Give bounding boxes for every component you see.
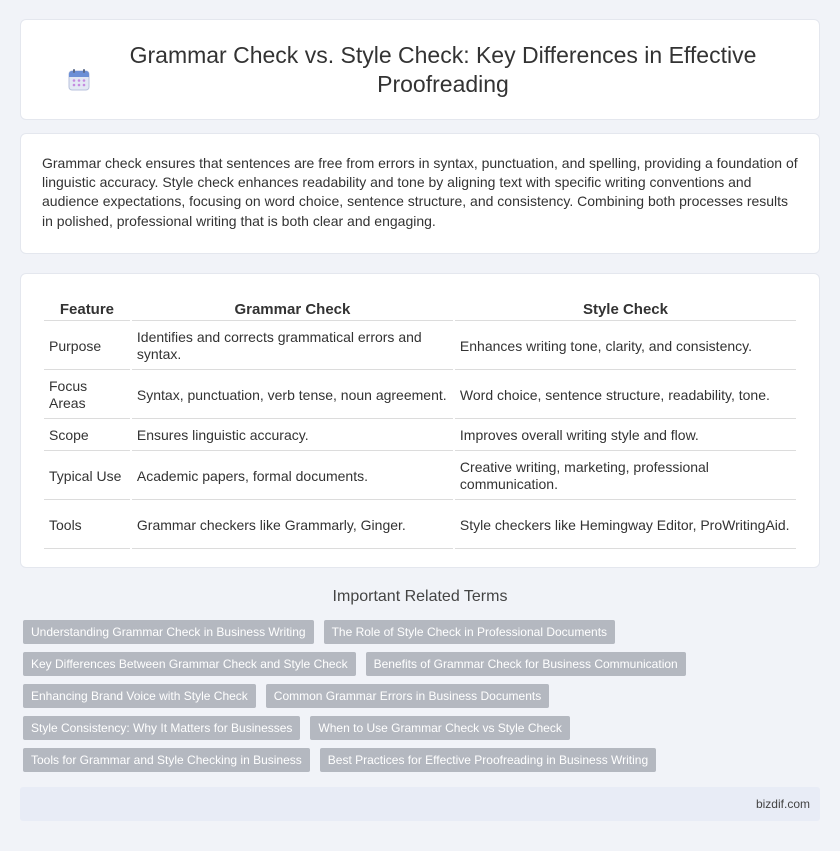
- related-term-tag[interactable]: Benefits of Grammar Check for Business Communication: [366, 652, 686, 676]
- footer: [20, 787, 820, 821]
- related-term-tag[interactable]: Key Differences Between Grammar Check and Style Check: [23, 652, 356, 676]
- table-row: [44, 421, 796, 451]
- table-header-row: [44, 297, 796, 321]
- table-cell: Identifies and corrects grammatical errors and syntax.: [132, 323, 453, 370]
- table-cell: Typical Use: [44, 453, 130, 500]
- related-term-tag[interactable]: Common Grammar Errors in Business Documents: [266, 684, 549, 708]
- related-term-tag[interactable]: Understanding Grammar Check in Business Writing: [23, 620, 314, 644]
- related-term-tag[interactable]: Enhancing Brand Voice with Style Check: [23, 684, 256, 708]
- table-cell: Tools: [44, 502, 130, 549]
- header-grammar-check: Grammar Check: [132, 297, 453, 321]
- comparison-table: [42, 295, 798, 551]
- intro-paragraph: Grammar check ensures that sentences are free from errors in syntax, punctuation, and spelling, providing a foundation of linguistic accuracy. Style check enhances readability and tone by aligning text with specific writing conventions and audience expectations, focusing on word choice, sentence structure, and consistency. Combining both processes results in polished, professional writing that is both clear and engaging.: [42, 155, 798, 229]
- header-feature: Feature: [44, 297, 130, 321]
- table-cell: Focus Areas: [44, 372, 130, 419]
- table-cell: Creative writing, marketing, professional communication.: [455, 453, 796, 500]
- calendar-icon: [67, 68, 91, 92]
- related-term-tag[interactable]: Best Practices for Effective Proofreading in Business Writing: [320, 748, 656, 772]
- table-cell: Academic papers, formal documents.: [132, 453, 453, 500]
- related-term-tag[interactable]: When to Use Grammar Check vs Style Check: [310, 716, 569, 740]
- table-cell: Word choice, sentence structure, readability, tone.: [455, 372, 796, 419]
- table-cell: Grammar checkers like Grammarly, Ginger.: [132, 502, 453, 549]
- table-cell: Scope: [44, 421, 130, 451]
- table-cell: Ensures linguistic accuracy.: [132, 421, 453, 451]
- table-cell: Improves overall writing style and flow.: [455, 421, 796, 451]
- page-title: Grammar Check vs. Style Check: Key Differences in Effective Proofreading: [129, 41, 757, 97]
- footer-site-name: bizdif.com: [755, 797, 810, 811]
- table-row: [44, 502, 796, 549]
- header-card: [20, 19, 820, 120]
- related-term-tag[interactable]: Tools for Grammar and Style Checking in Business: [23, 748, 310, 772]
- intro-card: [20, 133, 820, 254]
- table-cell: Style checkers like Hemingway Editor, ProWritingAid.: [455, 502, 796, 549]
- table-cell: Enhances writing tone, clarity, and consistency.: [455, 323, 796, 370]
- related-terms-title: Important Related Terms: [332, 588, 508, 605]
- related-terms-list: [23, 620, 723, 780]
- table-cell: Syntax, punctuation, verb tense, noun agreement.: [132, 372, 453, 419]
- related-term-tag[interactable]: Style Consistency: Why It Matters for Businesses: [23, 716, 300, 740]
- header-style-check: Style Check: [455, 297, 796, 321]
- table-row: [44, 453, 796, 500]
- comparison-table-card: [20, 273, 820, 568]
- related-term-tag[interactable]: The Role of Style Check in Professional Documents: [324, 620, 615, 644]
- table-row: [44, 323, 796, 370]
- table-row: [44, 372, 796, 419]
- table-cell: Purpose: [44, 323, 130, 370]
